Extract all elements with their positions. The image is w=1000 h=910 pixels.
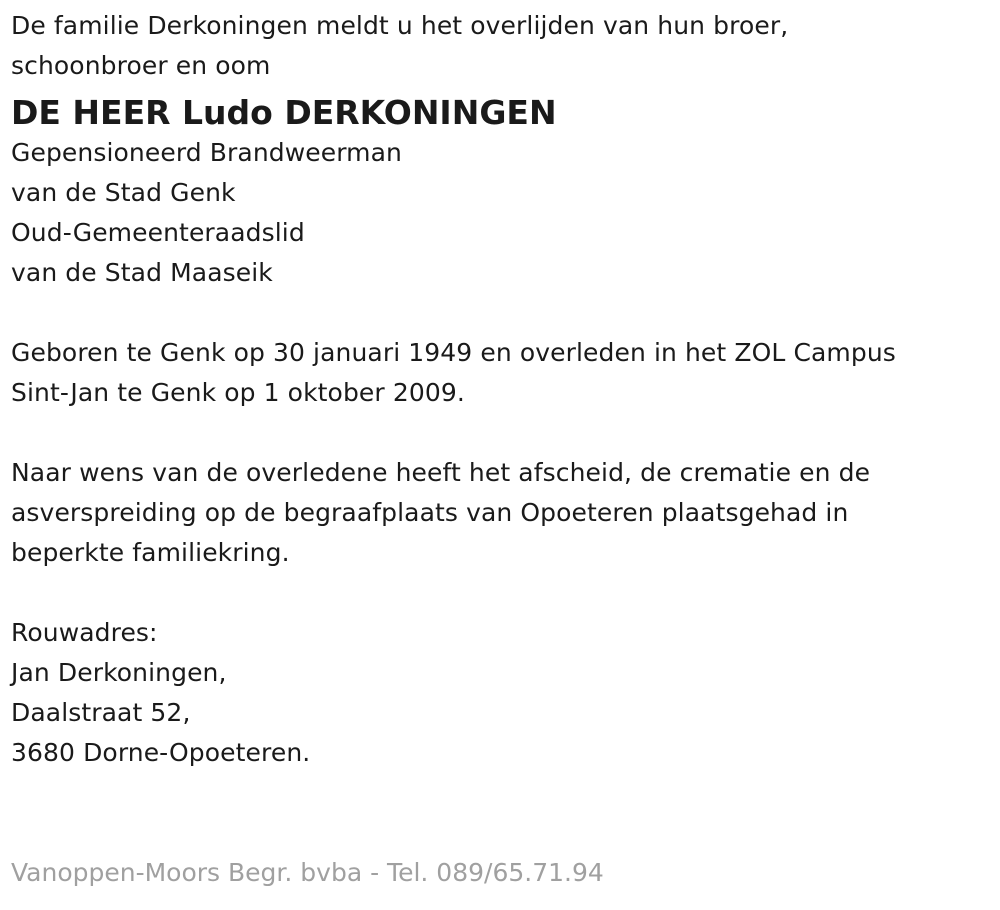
address-label: Rouwadres:	[11, 618, 158, 647]
address-line-2: Daalstraat 52,	[11, 698, 191, 727]
funeral-home-footer: Vanoppen-Moors Begr. bvba - Tel. 089/65.71.94	[11, 858, 604, 887]
intro-line-2: schoonbroer en oom	[11, 51, 271, 80]
death-notice	[11, 6, 991, 773]
birth-death-line-1: Geboren te Genk op 30 januari 1949 en overleden in het ZOL Campus	[11, 338, 896, 367]
birth-death-line-2: Sint-Jan te Genk op 1 oktober 2009.	[11, 378, 465, 407]
intro-line-1: De familie Derkoningen meldt u het overlijden van hun broer,	[11, 11, 789, 40]
address-line-1: Jan Derkoningen,	[11, 658, 227, 687]
ceremony-line-1: Naar wens van de overledene heeft het afscheid, de crematie en de	[11, 458, 871, 487]
deceased-title-2: van de Stad Genk	[11, 178, 236, 207]
deceased-title-3: Oud-Gemeenteraadslid	[11, 218, 305, 247]
ceremony-line-2: asverspreiding op de begraafplaats van Opoeteren plaatsgehad in	[11, 498, 849, 527]
address-line-3: 3680 Dorne-Opoeteren.	[11, 738, 311, 767]
ceremony-line-3: beperkte familiekring.	[11, 538, 290, 567]
deceased-name: DE HEER Ludo DERKONINGEN	[11, 93, 557, 132]
deceased-title-1: Gepensioneerd Brandweerman	[11, 138, 403, 167]
deceased-title-4: van de Stad Maaseik	[11, 258, 273, 287]
